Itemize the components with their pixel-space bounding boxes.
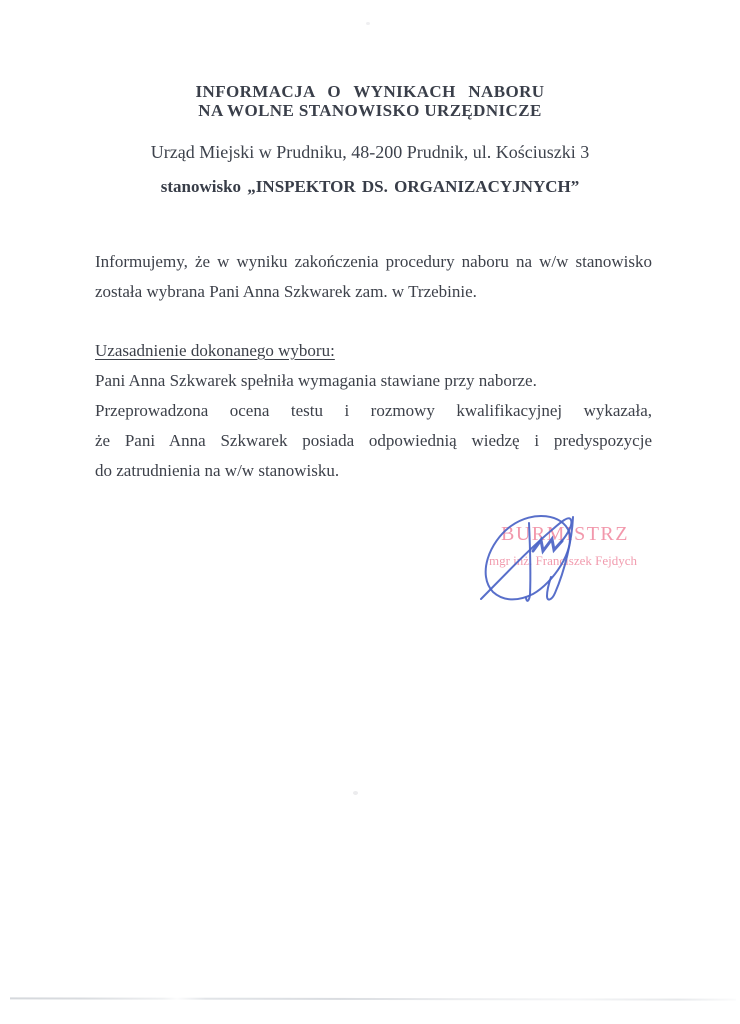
- document-header: [0, 82, 740, 197]
- scan-artifact-smudge: [366, 22, 370, 25]
- handwritten-signature-ink: [473, 495, 588, 610]
- intro-line: Informujemy, że w wyniku zakończenia procedury naboru na w/w stanowisko: [95, 252, 652, 271]
- justification-line: że Pani Anna Szkwarek posiada odpowiednią wiedzę i predyspozycje: [95, 431, 652, 450]
- burmistrz-stamp-title: BURMISTRZ: [501, 523, 629, 545]
- justification-line: Pani Anna Szkwarek spełniła wymagania stawiane przy naborze.: [95, 371, 537, 390]
- position-title-line: stanowisko „INSPEKTOR DS. ORGANIZACYJNYCH”: [160, 177, 580, 196]
- signature-block: [460, 490, 690, 620]
- document-body: [95, 247, 652, 486]
- justification-heading: Uzasadnienie dokonanego wyboru:: [95, 341, 335, 360]
- scan-artifact-smudge: [353, 791, 358, 795]
- office-address-line: Urząd Miejski w Prudniku, 48-200 Prudnik, ul. Kościuszki 3: [150, 142, 590, 162]
- scan-artifact-line: [10, 997, 736, 1000]
- justification-line: do zatrudnienia na w/w stanowisku.: [95, 461, 340, 480]
- document-title-line1: INFORMACJA O WYNIKACH NABORU: [195, 82, 545, 101]
- justification-line: Przeprowadzona ocena testu i rozmowy kwalifikacyjnej wykazała,: [95, 401, 652, 420]
- document-title-line2: NA WOLNE STANOWISKO URZĘDNICZE: [198, 101, 542, 120]
- burmistrz-stamp-name: mgr inż. Franciszek Fejdych: [488, 553, 637, 568]
- intro-line: została wybrana Pani Anna Szkwarek zam. w Trzebinie.: [95, 282, 477, 301]
